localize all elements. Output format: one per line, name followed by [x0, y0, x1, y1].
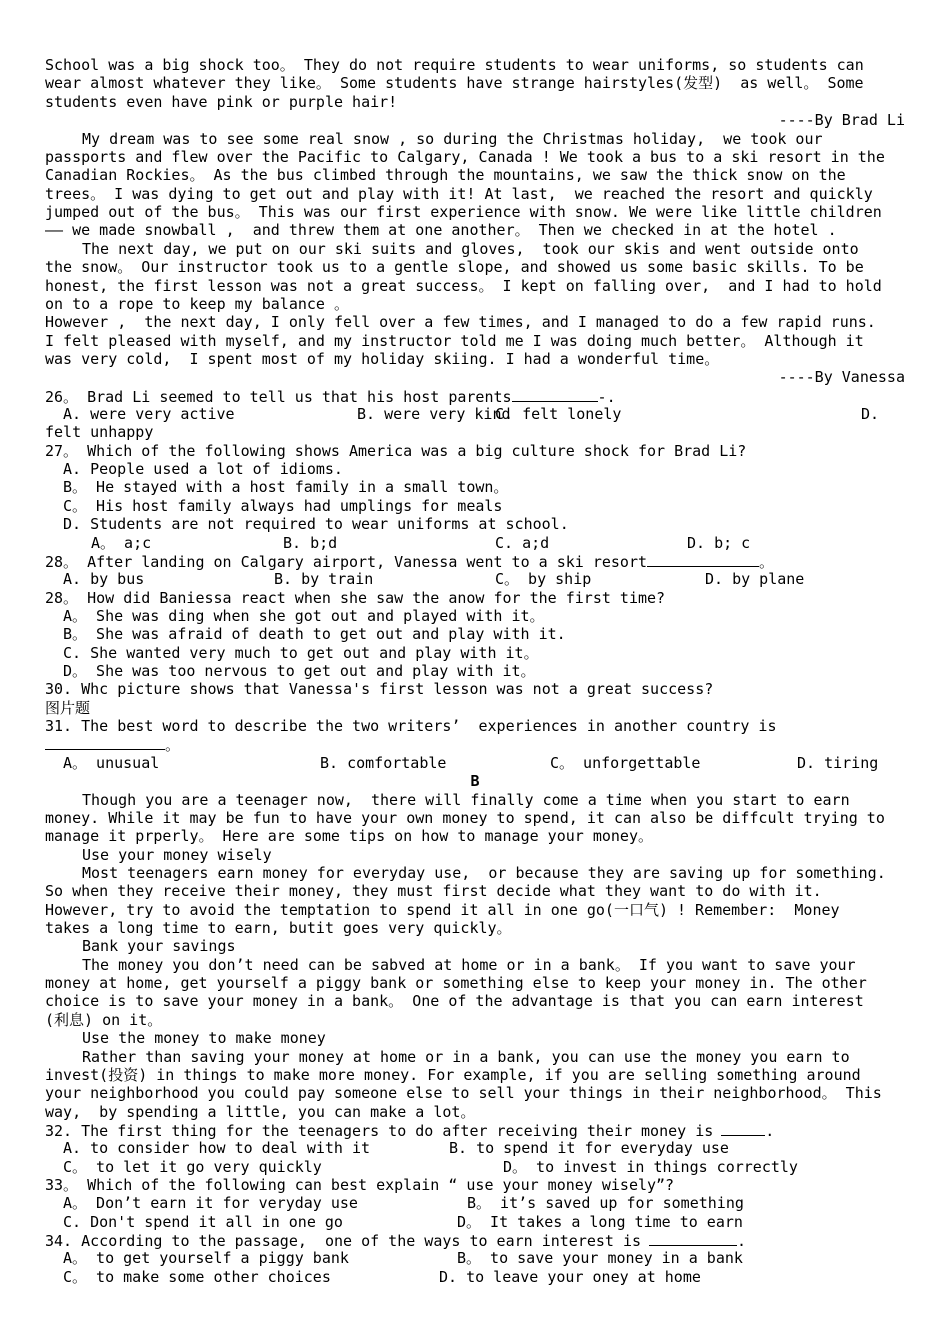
q28-option-d[interactable]: D. by plane — [705, 570, 805, 588]
vanessa-para1-line-4: trees。 I was dying to get out and play with it! At last, we reached the resort and quickly — [45, 185, 873, 203]
vanessa-para2-line-1: The next day, we put on our ski suits and gloves, took our skis and went outside onto — [82, 240, 859, 258]
q31-option-c[interactable]: C。 unforgettable — [550, 754, 701, 772]
q34-stem-end: . — [737, 1232, 747, 1249]
q34-options-row-2 — [45, 1268, 905, 1286]
q34-answer-blank[interactable] — [649, 1231, 737, 1246]
passage-b-p2-line-4: (利息) on it。 — [45, 1011, 163, 1029]
q29-stem: 28。 How did Baniessa react when she saw the anow for the first time? — [45, 589, 666, 607]
q28-answer-blank[interactable] — [647, 552, 759, 567]
vanessa-para3-line-2: I felt pleased with myself, and my instructor told me I was doing much better。 Although it — [45, 332, 864, 350]
q28-option-a[interactable]: A. by bus — [63, 570, 145, 588]
q33-stem: 33。 Which of the following can best explain “ use your money wisely”? — [45, 1176, 675, 1194]
q34-stem-text: 34. According to the passage, one of the ways to earn interest is — [45, 1232, 642, 1249]
q26-options — [45, 405, 923, 423]
q29-option-c[interactable]: C. She wanted very much to get out and play with it。 — [63, 644, 539, 662]
q30-note: 图片题 — [45, 699, 91, 717]
q27-statement-b: B。 He stayed with a host family in a small town。 — [63, 478, 509, 496]
q31-option-d[interactable]: D. tiring — [797, 754, 879, 772]
passage-b-intro-line-2: money. While it may be fun to have your own money to spend, it can also be diffcult trying to — [45, 809, 885, 827]
passage-b-p3-line-4: way, by spending a little, you can make a lot。 — [45, 1103, 476, 1121]
q27-statement-a: A. People used a lot of idioms. — [63, 460, 343, 478]
q31-option-a[interactable]: A。 unusual — [63, 754, 160, 772]
q32-option-b[interactable]: B. to spend it for everyday use — [449, 1139, 729, 1157]
vanessa-para1-line-1: My dream was to see some real snow , so during the Christmas holiday, we took our — [82, 130, 823, 148]
passage-b-p1-line-1: Most teenagers earn money for everyday use, or because they are saving up for something. — [82, 864, 886, 882]
q28-stem-end: 。 — [759, 553, 775, 570]
q26-option-a[interactable]: A. were very active — [63, 405, 235, 423]
passage-b-heading-2: Bank your savings — [82, 937, 236, 955]
q34-option-a[interactable]: A。 to get yourself a piggy bank — [63, 1249, 349, 1267]
q32-stem — [45, 1121, 905, 1139]
q27-choice-d[interactable]: D. b; c — [687, 534, 751, 552]
passage-b-heading-1: Use your money wisely — [82, 846, 272, 864]
q34-options-row-1 — [45, 1249, 905, 1267]
q32-options-row-1 — [45, 1139, 905, 1157]
vanessa-para3-line-3: was very cold, I spent most of my holiday skiing. I had a wonderful time。 — [45, 350, 720, 368]
q34-stem — [45, 1231, 905, 1249]
q29-option-a[interactable]: A。 She was ding when she got out and played with it。 — [63, 607, 545, 625]
q27-statement-d: D. Students are not required to wear uniforms at school. — [63, 515, 569, 533]
brad-signature: ----By Brad Li — [778, 111, 905, 129]
passage-b-p2-line-3: choice is to save your money in a bank。 One of the advantage is that you can earn interest — [45, 992, 864, 1010]
q32-option-d[interactable]: D。 to invest in things correctly — [503, 1158, 798, 1176]
vanessa-signature: ----By Vanessa — [778, 368, 905, 386]
q33-option-b[interactable]: B。 it’s saved up for something — [467, 1194, 744, 1212]
brad-para-line-2: wear almost whatever they like。 Some students have strange hairstyles(发型) as well。 Some — [45, 74, 864, 92]
passage-b-p3-line-1: Rather than saving your money at home or in a bank, you can use the money you earn to — [82, 1048, 850, 1066]
q28-option-b[interactable]: B. by train — [274, 570, 374, 588]
passage-b-heading-3: Use the money to make money — [82, 1029, 326, 1047]
passage-b-p3-line-3: your neighborhood you could pay someone else to sell your things in their neighborhood。 This — [45, 1084, 882, 1102]
vanessa-para2-line-2: the snow。 Our instructor took us to a gentle slope, and showed us some basic skills. To be — [45, 258, 864, 276]
q32-stem-end: . — [765, 1122, 775, 1139]
q32-option-a[interactable]: A. to consider how to deal with it — [63, 1139, 371, 1157]
q33-option-d[interactable]: D。 It takes a long time to earn — [457, 1213, 743, 1231]
passage-b-p1-line-3: However, try to avoid the temptation to spend it all in one go(一口气) ! Remember: Money — [45, 901, 840, 919]
q26-stem — [45, 387, 905, 405]
vanessa-para1-line-3: Canadian Rockies。 As the bus climbed through the mountains, we saw the thick snow on the — [45, 166, 846, 184]
q29-option-d[interactable]: D。 She was too nervous to get out and play with it。 — [63, 662, 536, 680]
q33-option-c[interactable]: C. Don't spend it all in one go — [63, 1213, 343, 1231]
q27-choice-b[interactable]: B. b;d — [283, 534, 338, 552]
q32-stem-text: 32. The first thing for the teenagers to do after receiving their money is — [45, 1122, 714, 1139]
passage-b-p2-line-2: money at home, get yourself a piggy bank or something else to keep your money in. The other — [45, 974, 867, 992]
q27-choice-c[interactable]: C. a;d — [495, 534, 550, 552]
vanessa-para2-line-3: honest, the first lesson was not a great success。 I kept on falling over, and I had to hold — [45, 277, 882, 295]
q28-stem-text: 28。 After landing on Calgary airport, Vanessa went to a ski resort — [45, 553, 647, 570]
q30-stem: 30. Whc picture shows that Vanessa's first lesson was not a great success? — [45, 680, 714, 698]
q27-statement-c: C。 His host family always had umplings for meals — [63, 497, 503, 515]
q31-answer-blank[interactable] — [45, 735, 165, 750]
vanessa-para1-line-5: jumped out of the bus。 This was our first experience with snow. We were like little children — [45, 203, 882, 221]
q29-option-b[interactable]: B。 She was afraid of death to get out and play with it. — [63, 625, 566, 643]
q26-option-b[interactable]: B. were very kind — [357, 405, 511, 423]
brad-para-line-3: students even have pink or purple hair! — [45, 93, 398, 111]
q31-stem-end: 。 — [165, 736, 181, 753]
q32-option-c[interactable]: C。 to let it go very quickly — [63, 1158, 322, 1176]
passage-b-p1-line-2: So when they receive their money, they must first decide what they want to do with it. — [45, 882, 822, 900]
q33-options-row-1 — [45, 1194, 905, 1212]
vanessa-para1-line-2: passports and flew over the Pacific to Calgary, Canada ! We took a bus to a ski resort in the — [45, 148, 885, 166]
brad-para-line-1: School was a big shock too。 They do not require students to wear uniforms, so students can — [45, 56, 864, 74]
q27-choices — [45, 534, 905, 552]
q31-stem-line-2 — [45, 735, 905, 753]
q28-options — [45, 570, 905, 588]
q26-option-d-continued: felt unhappy — [45, 423, 154, 441]
q26-stem-end: -. — [597, 388, 616, 405]
vanessa-para2-line-4: on to a rope to keep my balance 。 — [45, 295, 349, 313]
passage-b-p3-line-2: invest(投资) in things to make more money. For example, if you are selling something around — [45, 1066, 861, 1084]
q33-option-a[interactable]: A。 Don’t earn it for veryday use — [63, 1194, 358, 1212]
vanessa-para1-line-6: —— we made snowball , and threw them at one another。 Then we checked in at the hotel . — [45, 221, 837, 239]
q34-option-c[interactable]: C。 to make some other choices — [63, 1268, 331, 1286]
passage-b-label: B — [470, 772, 480, 790]
q27-choice-a[interactable]: A。 a;c — [91, 534, 152, 552]
passage-b-p2-line-1: The money you don’t need can be sabved at home or in a bank。 If you want to save your — [82, 956, 856, 974]
q28-stem — [45, 552, 905, 570]
q32-options-row-2 — [45, 1158, 905, 1176]
passage-b-intro-line-1: Though you are a teenager now, there will finally come a time when you start to earn — [82, 791, 850, 809]
q31-stem: 31. The best word to describe the two writers’ experiences in another country is — [45, 717, 777, 735]
passage-b-intro-line-3: manage it prperly。 Here are some tips on how to manage your money。 — [45, 827, 653, 845]
q26-option-d[interactable]: D. — [861, 405, 880, 423]
vanessa-para3-line-1: However , the next day, I only fell over a few times, and I managed to do a few rapid runs. — [45, 313, 876, 331]
q34-option-b[interactable]: B。 to save your money in a bank — [457, 1249, 743, 1267]
q28-option-c[interactable]: C。 by ship — [495, 570, 592, 588]
q34-option-d[interactable]: D. to leave your oney at home — [439, 1268, 701, 1286]
q26-option-c[interactable]: C. felt lonely — [495, 405, 622, 423]
q33-options-row-2 — [45, 1213, 905, 1231]
passage-b-p1-line-4: takes a long time to earn, butit goes very quickly。 — [45, 919, 512, 937]
q26-answer-blank[interactable] — [512, 387, 598, 402]
q32-answer-blank[interactable] — [721, 1121, 765, 1136]
q26-stem-text: 26。 Brad Li seemed to tell us that his host parents — [45, 388, 512, 405]
q31-option-b[interactable]: B. comfortable — [320, 754, 447, 772]
q27-stem: 27。 Which of the following shows America was a big culture shock for Brad Li? — [45, 442, 747, 460]
q31-options — [45, 754, 905, 772]
